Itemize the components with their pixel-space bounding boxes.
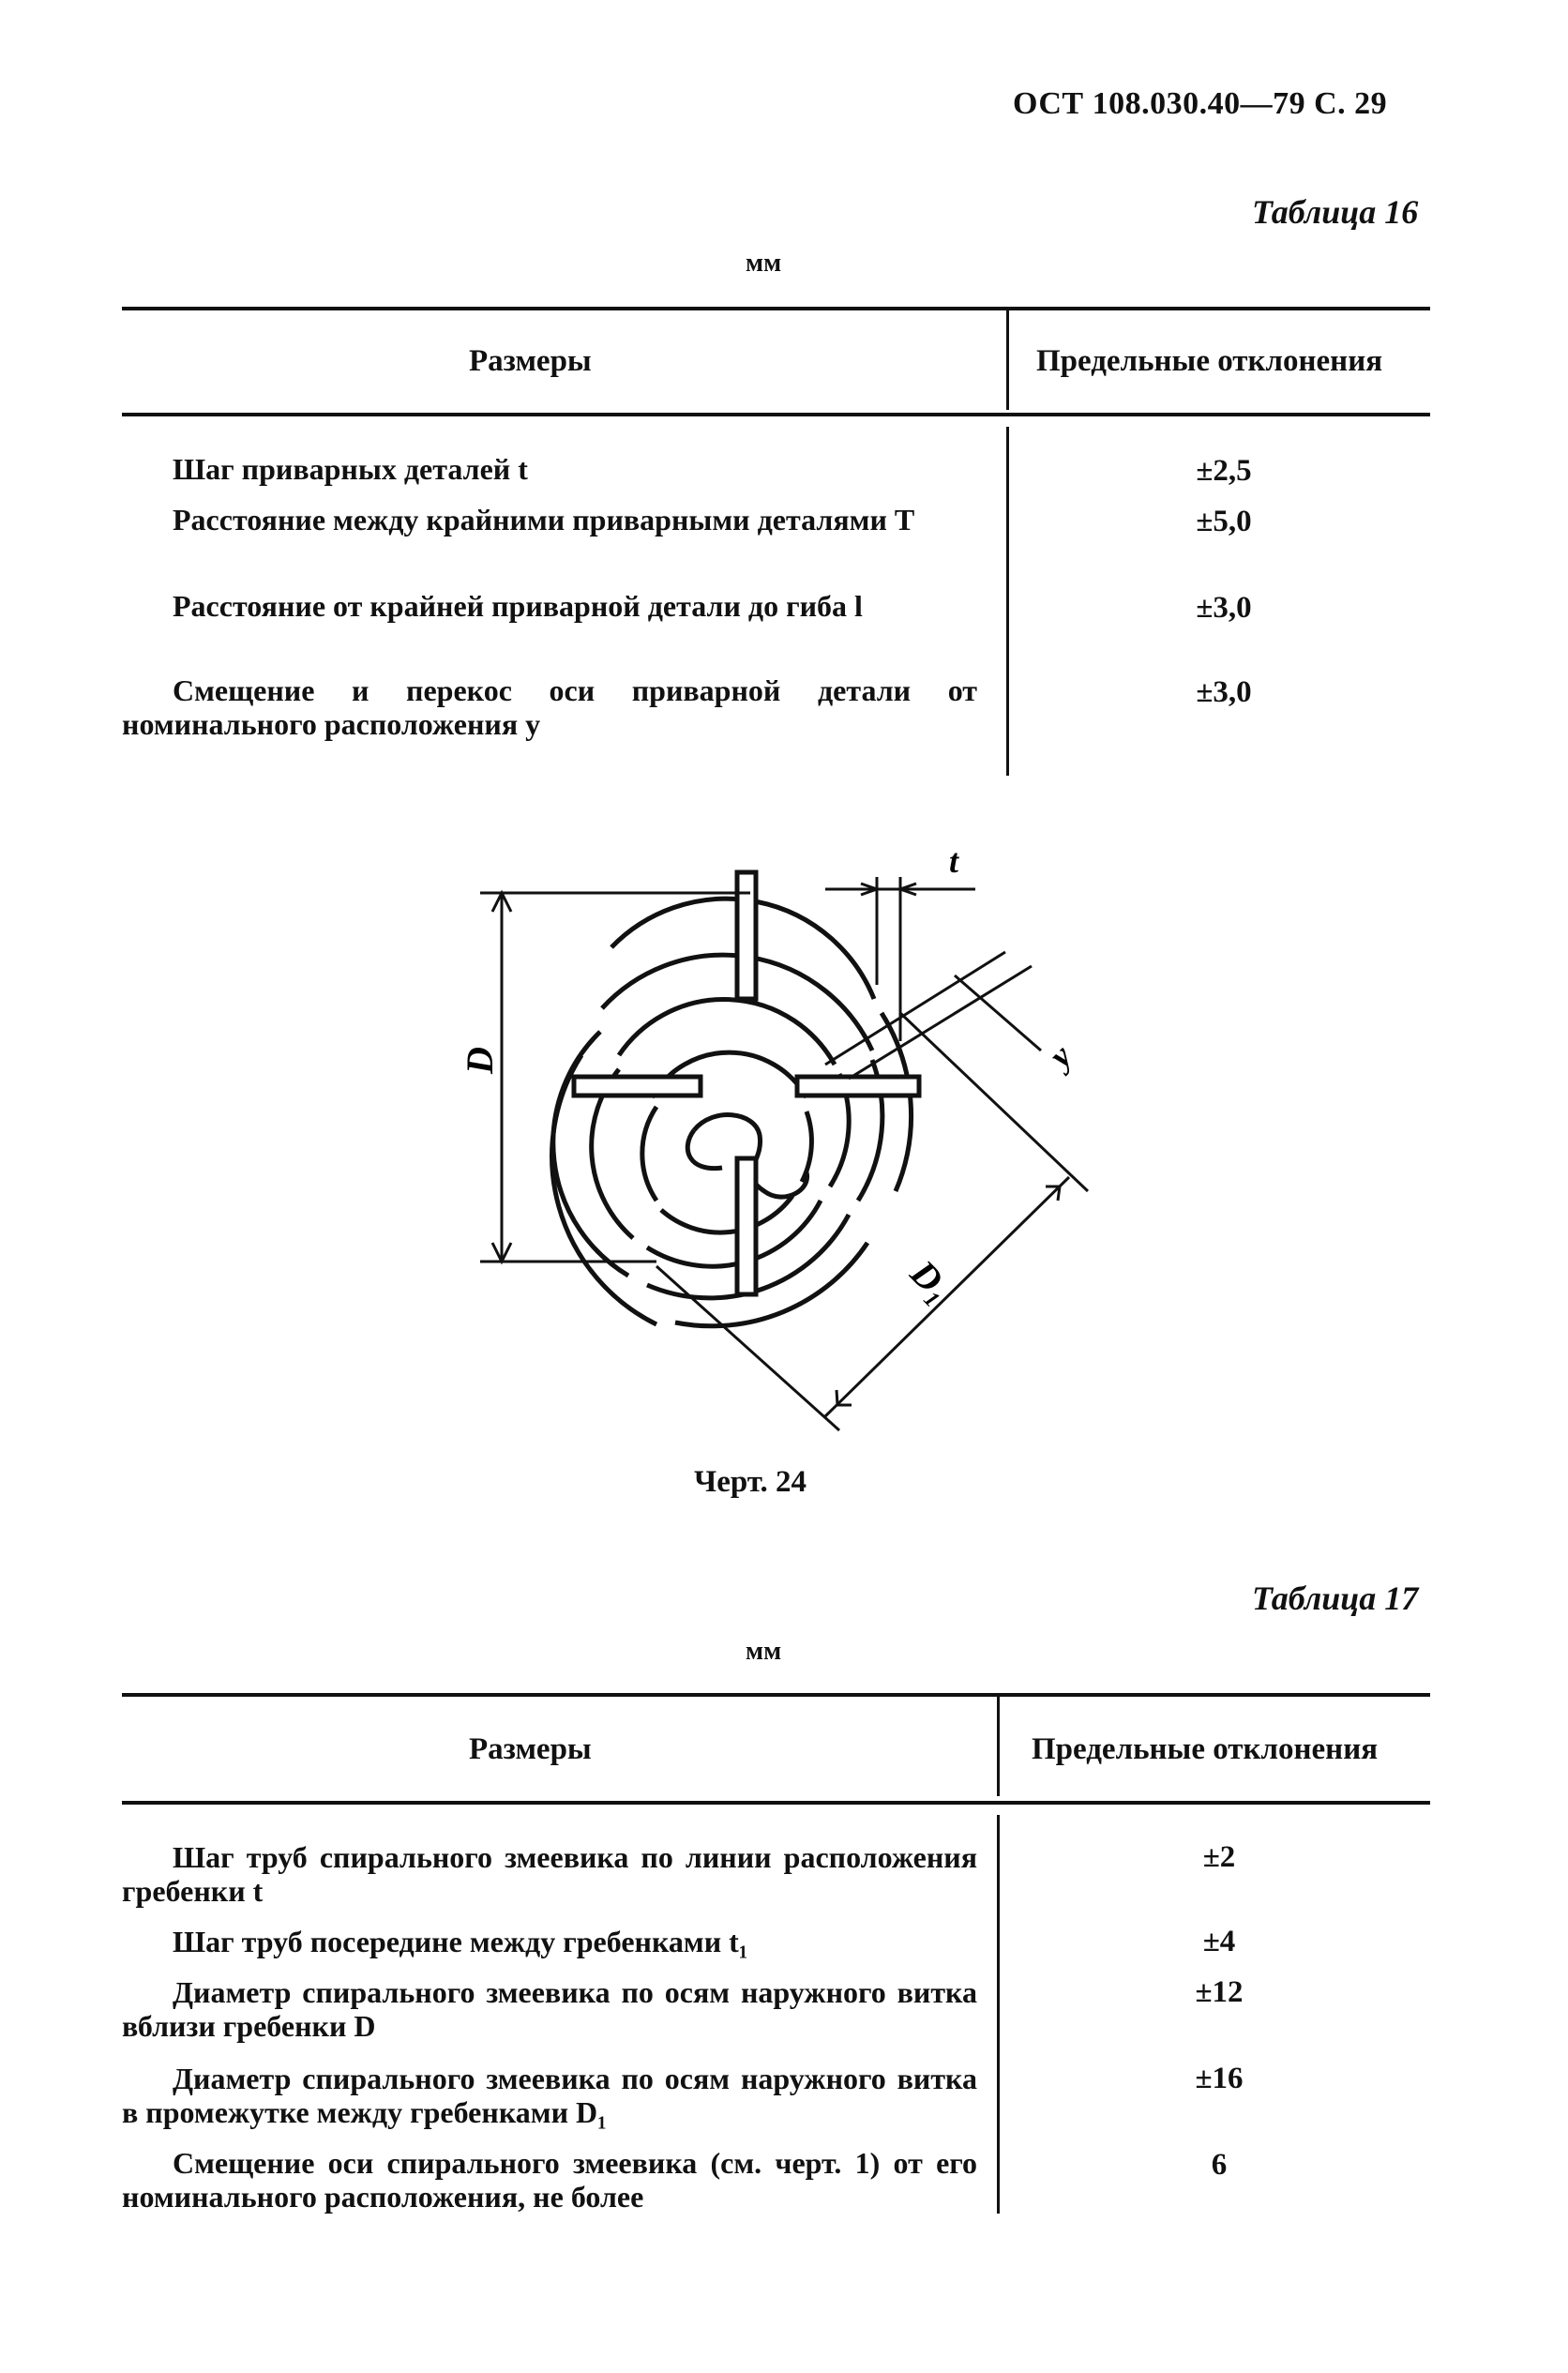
page-header: ОСТ 108.030.40—79 С. 29 bbox=[1013, 86, 1388, 121]
table-16-row-3-text: Расстояние от крайней приварной детали до гиба l bbox=[173, 589, 863, 623]
figure-spiral-coil bbox=[0, 825, 1568, 1444]
table-17-label: Таблица 17 bbox=[1252, 1579, 1419, 1617]
table-17-row-5-text: Смещение оси спирального змеевика (см. черт. 1) от его номинального расположения, не более bbox=[122, 2146, 977, 2214]
table-16-header-divider bbox=[1006, 307, 1009, 410]
table-16-row-1-value: ±2,5 bbox=[1196, 454, 1252, 488]
table-17-row-5-value: 6 bbox=[1211, 2148, 1228, 2182]
table-16-body-divider bbox=[1006, 427, 1009, 776]
comb-top bbox=[737, 872, 756, 999]
dimension-lines bbox=[480, 877, 1088, 1430]
table-17-unit: мм bbox=[746, 1637, 782, 1666]
table-17-row-1-value: ±2 bbox=[1202, 1840, 1236, 1874]
table-16-col1-header: Размеры bbox=[469, 344, 592, 378]
table-16-row-2-value: ±5,0 bbox=[1196, 505, 1252, 538]
table-17-row-3-value: ±12 bbox=[1195, 1975, 1244, 2009]
figure-caption: Черт. 24 bbox=[694, 1465, 807, 1499]
table-16-top-rule bbox=[122, 307, 1430, 310]
table-16-label: Таблица 16 bbox=[1252, 193, 1419, 231]
table-16-row-1-text: Шаг приварных деталей t bbox=[173, 452, 528, 486]
table-17-row-4-value: ±16 bbox=[1195, 2062, 1244, 2095]
table-16-col2-header: Предельные отклонения bbox=[1036, 344, 1383, 378]
table-17-row-3-text: Диаметр спирального змеевика по осям наружного витка вблизи гребенки D bbox=[122, 1975, 977, 2043]
table-17-row-2-value: ±4 bbox=[1202, 1925, 1236, 1958]
table-17-header-divider bbox=[997, 1693, 1000, 1796]
table-17-body-divider bbox=[997, 1815, 1000, 2214]
table-16-header-rule bbox=[122, 413, 1430, 416]
figure-label-D1: D₁ bbox=[902, 1251, 961, 1310]
table-17-row-4-text: Диаметр спирального змеевика по осям наружного витка в промежутке между гребенками D₁ bbox=[122, 2062, 977, 2129]
figure-label-D: D bbox=[459, 1047, 501, 1074]
table-17-row-1-text: Шаг труб спирального змеевика по линии расположения гребенки t bbox=[122, 1840, 977, 1908]
comb-left bbox=[574, 1077, 701, 1096]
table-17-row-2-text: Шаг труб посередине между гребенками t₁ bbox=[173, 1925, 748, 1958]
table-17-top-rule bbox=[122, 1693, 1430, 1697]
table-16-row-4-value: ±3,0 bbox=[1196, 675, 1252, 709]
table-16-row-3-value: ±3,0 bbox=[1196, 591, 1252, 625]
table-17-col2-header: Предельные отклонения bbox=[1032, 1732, 1379, 1766]
table-17-header-rule bbox=[122, 1801, 1430, 1805]
comb-right bbox=[797, 1077, 919, 1096]
figure-label-t: t bbox=[949, 842, 959, 880]
figure-label-y: y bbox=[1041, 1036, 1079, 1075]
table-16-unit: мм bbox=[746, 249, 782, 278]
table-17-col1-header: Размеры bbox=[469, 1732, 592, 1766]
table-16-row-2-text: Расстояние между крайними приварными деталями T bbox=[173, 503, 915, 537]
table-16-row-4-text: Смещение и перекос оси приварной детали от номинального расположения y bbox=[122, 673, 977, 741]
comb-bottom bbox=[737, 1158, 756, 1294]
